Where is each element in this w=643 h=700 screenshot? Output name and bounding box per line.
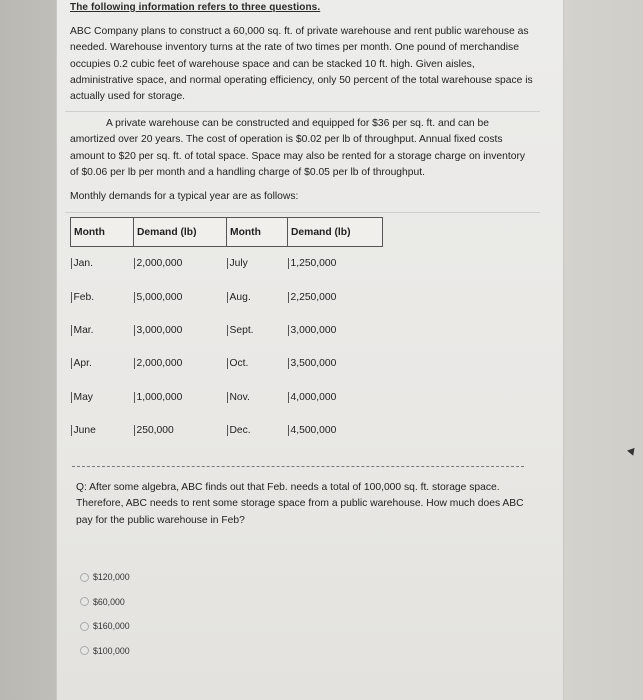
month-cell: July — [227, 258, 248, 269]
option-label: $60,000 — [93, 596, 125, 607]
monthly-demand-label: Monthly demands for a typical year are as follows: — [70, 191, 299, 202]
month-cell: Aug. — [227, 292, 251, 303]
month-cell: Feb. — [71, 292, 95, 303]
month-cell: Mar. — [71, 325, 94, 336]
header-month: Month — [71, 218, 134, 247]
month-cell: May — [71, 392, 93, 403]
table-row — [71, 347, 383, 380]
header-demand: Demand (lb) — [134, 218, 227, 247]
answer-option[interactable] — [80, 590, 130, 615]
month-cell: Dec. — [227, 425, 251, 436]
demand-cell: 4,000,000 — [288, 392, 337, 403]
radio-button[interactable] — [80, 597, 89, 606]
option-label: $120,000 — [93, 572, 130, 583]
demand-table — [70, 217, 383, 447]
month-cell: Nov. — [227, 392, 250, 403]
answer-option[interactable] — [80, 614, 130, 639]
demand-cell: 2,250,000 — [288, 292, 337, 303]
table-row — [71, 247, 383, 281]
table-row — [71, 280, 383, 313]
option-label: $100,000 — [93, 645, 130, 656]
radio-button[interactable] — [80, 573, 89, 582]
month-cell: June — [71, 425, 96, 436]
demand-cell: 1,250,000 — [288, 258, 337, 269]
radio-button[interactable] — [80, 646, 89, 655]
mouse-cursor-icon — [627, 448, 637, 457]
month-cell: Jan. — [71, 258, 93, 269]
cost-paragraph: A private warehouse can be constructed and equipped for $36 per sq. ft. and can be amortized over 20 years. The cost of operation is $0.02 per lb of throughput. Annual fixed costs amount to $20 per sq. ft. of total space. Space may also be rented for a storage charge on inventory of $0.06 per lb per month and a handling charge of $0.05 per lb of throughput. — [70, 118, 526, 178]
answer-options — [80, 565, 130, 663]
header-month-2: Month — [227, 218, 288, 247]
demand-cell: 4,500,000 — [288, 425, 337, 436]
intro-paragraph: ABC Company plans to construct a 60,000 sq. ft. of private warehouse and rent public warehouse as needed. Warehouse inventory turns at the rate of two times per month. One pound of merchandise occupies 0.2 cubic feet of warehouse space and can be stacked 10 ft. high. Given aisles, administrative space, and normal operating efficiency, only 50 percent of the total warehouse space is actually used for storage. — [70, 26, 533, 103]
month-cell: Apr. — [71, 358, 92, 369]
demand-cell: 3,000,000 — [288, 325, 337, 336]
demand-cell: 2,000,000 — [134, 358, 183, 369]
month-cell: Oct. — [227, 358, 249, 369]
demand-cell: 5,000,000 — [134, 292, 183, 303]
table-row — [71, 381, 383, 414]
cost-info-box — [65, 111, 540, 213]
section-divider — [72, 466, 524, 467]
header-demand-2: Demand (lb) — [288, 218, 383, 247]
demand-cell: 3,000,000 — [134, 325, 183, 336]
table-header-row — [71, 218, 383, 247]
demand-cell: 250,000 — [134, 425, 174, 436]
demand-cell: 3,500,000 — [288, 358, 337, 369]
answer-option[interactable] — [80, 565, 130, 590]
demand-cell: 1,000,000 — [134, 392, 183, 403]
demand-cell: 2,000,000 — [134, 258, 183, 269]
question-text: Q: After some algebra, ABC finds out that Feb. needs a total of 100,000 sq. ft. storage space. Therefore, ABC needs to rent some storage space from a public warehouse. How much does ABC pay for the public warehouse in Feb? — [76, 482, 524, 526]
radio-button[interactable] — [80, 622, 89, 631]
table-row — [71, 414, 383, 447]
table-row — [71, 314, 383, 347]
instructions-header: The following information refers to three questions. — [70, 2, 321, 13]
option-label: $160,000 — [93, 621, 130, 632]
answer-option[interactable] — [80, 639, 130, 664]
month-cell: Sept. — [227, 325, 254, 336]
